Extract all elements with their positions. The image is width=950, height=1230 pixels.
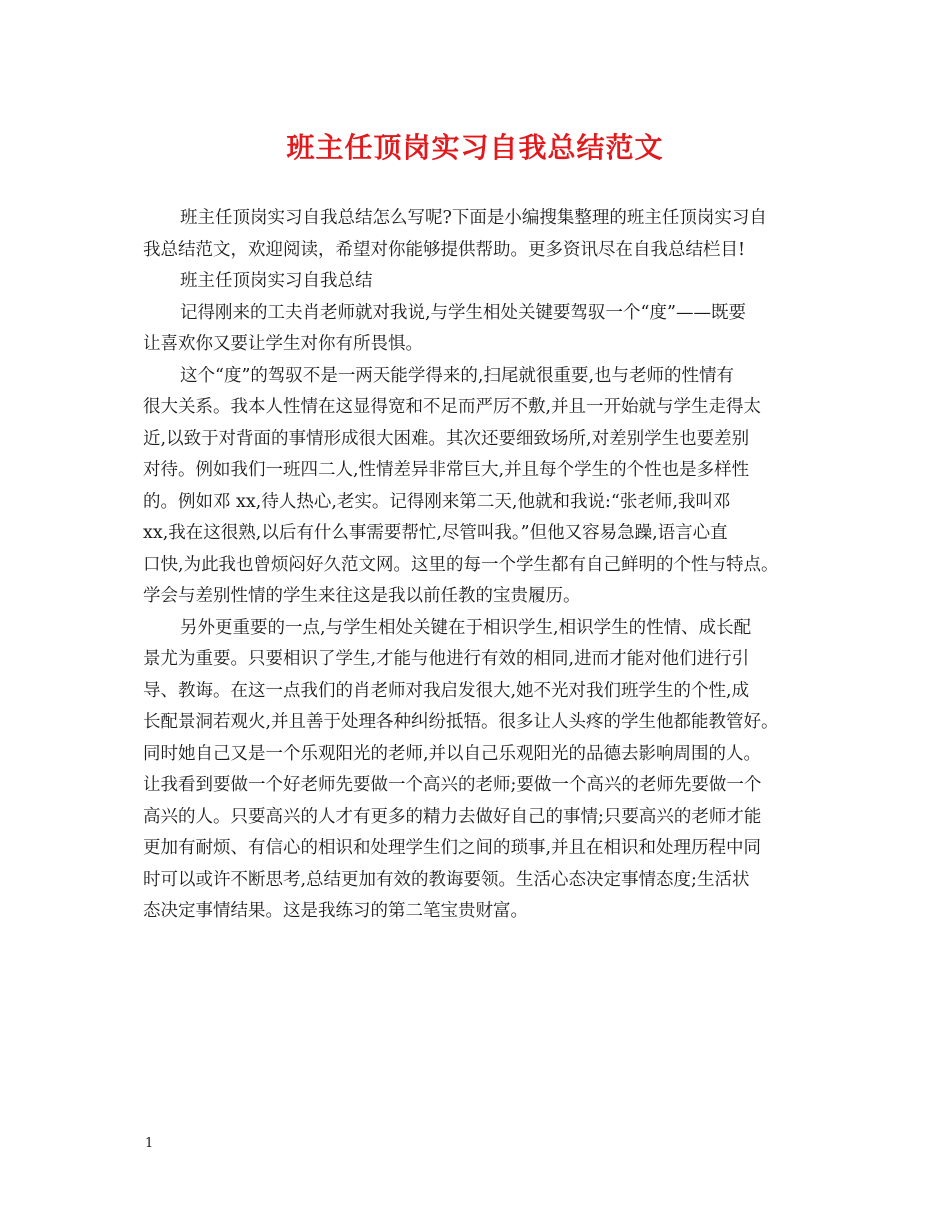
text-line: 同时她自己又是一个乐观阳光的老师,并以自己乐观阳光的品德去影响周围的人。: [143, 743, 762, 764]
text-line: 时可以或许不断思考,总结更加有效的教诲要领。生活心态决定事情态度;生活状: [143, 869, 750, 890]
text-line: 另外更重要的一点,与学生相处关键在于相识学生,相识学生的性情、成长配: [180, 617, 752, 638]
document-body: [143, 203, 813, 928]
text-line: 更加有耐烦、有信心的相识和处理学生们之间的琐事,并且在相识和处理历程中同: [143, 838, 762, 858]
text-line: 口快,为此我也曾烦闷好久范文网。这里的每一个学生都有自己鲜明的个性与特点。: [143, 554, 779, 575]
text-line: 的。例如邓 xx,待人热心,老实。记得刚来第二天,他就和我说:“张老师,我叫邓: [143, 491, 731, 512]
text-line: 近,以致于对背面的事情形成很大困难。其次还要细致场所,对差别学生也要差别: [143, 428, 750, 449]
text-line: 记得刚来的工夫肖老师就对我说,与学生相处关键要驾驭一个“度”——既要: [180, 302, 746, 323]
text-line: 长配景洞若观火,并且善于处理各种纠纷抵牾。很多让人头疼的学生他都能教管好。: [143, 712, 779, 732]
text-line: 我总结范文，欢迎阅读，希望对你能够提供帮助。更多资讯尽在自我总结栏目!: [143, 239, 746, 260]
text-line: 很大关系。我本人性情在这显得宽和不足而严厉不敷,并且一开始就与学生走得太: [143, 397, 762, 417]
text-line: 班主任顶岗实习自我总结: [180, 271, 373, 291]
text-line: 导、教诲。在这一点我们的肖老师对我启发很大,她不光对我们班学生的个性,成: [143, 680, 750, 701]
text-line: 对待。例如我们一班四二人,性情差异非常巨大,并且每个学生的个性也是多样性: [143, 460, 750, 480]
text-line: 这个“度”的驾驭不是一两天能学得来的,扫尾就很重要,也与老师的性情有: [180, 365, 735, 386]
text-line: xx,我在这很熟,以后有什么事需要帮忙,尽管叫我。”但他又容易急躁,语言心直: [143, 523, 728, 543]
text-line: 班主任顶岗实习自我总结怎么写呢?下面是小编搜集整理的班主任顶岗实习自: [180, 208, 767, 228]
text-line: 景尤为重要。只要相识了学生,才能与他进行有效的相同,进而才能对他们进行引: [143, 649, 750, 669]
text-line: 让喜欢你又要让学生对你有所畏惧。: [143, 334, 423, 354]
text-line: 高兴的人。只要高兴的人才有更多的精力去做好自己的事情;只要高兴的老师才能: [143, 806, 762, 827]
text-line: 让我看到要做一个好老师先要做一个高兴的老师;要做一个高兴的老师先要做一个: [143, 775, 762, 795]
page-number: 1: [145, 1136, 154, 1151]
text-line: 态决定事情结果。这是我练习的第二笔宝贵财富。: [143, 901, 528, 921]
text-line: 学会与差别性情的学生来往这是我以前任教的宝贵履历。: [143, 586, 581, 606]
document-title: 班主任顶岗实习自我总结范文: [286, 131, 664, 164]
